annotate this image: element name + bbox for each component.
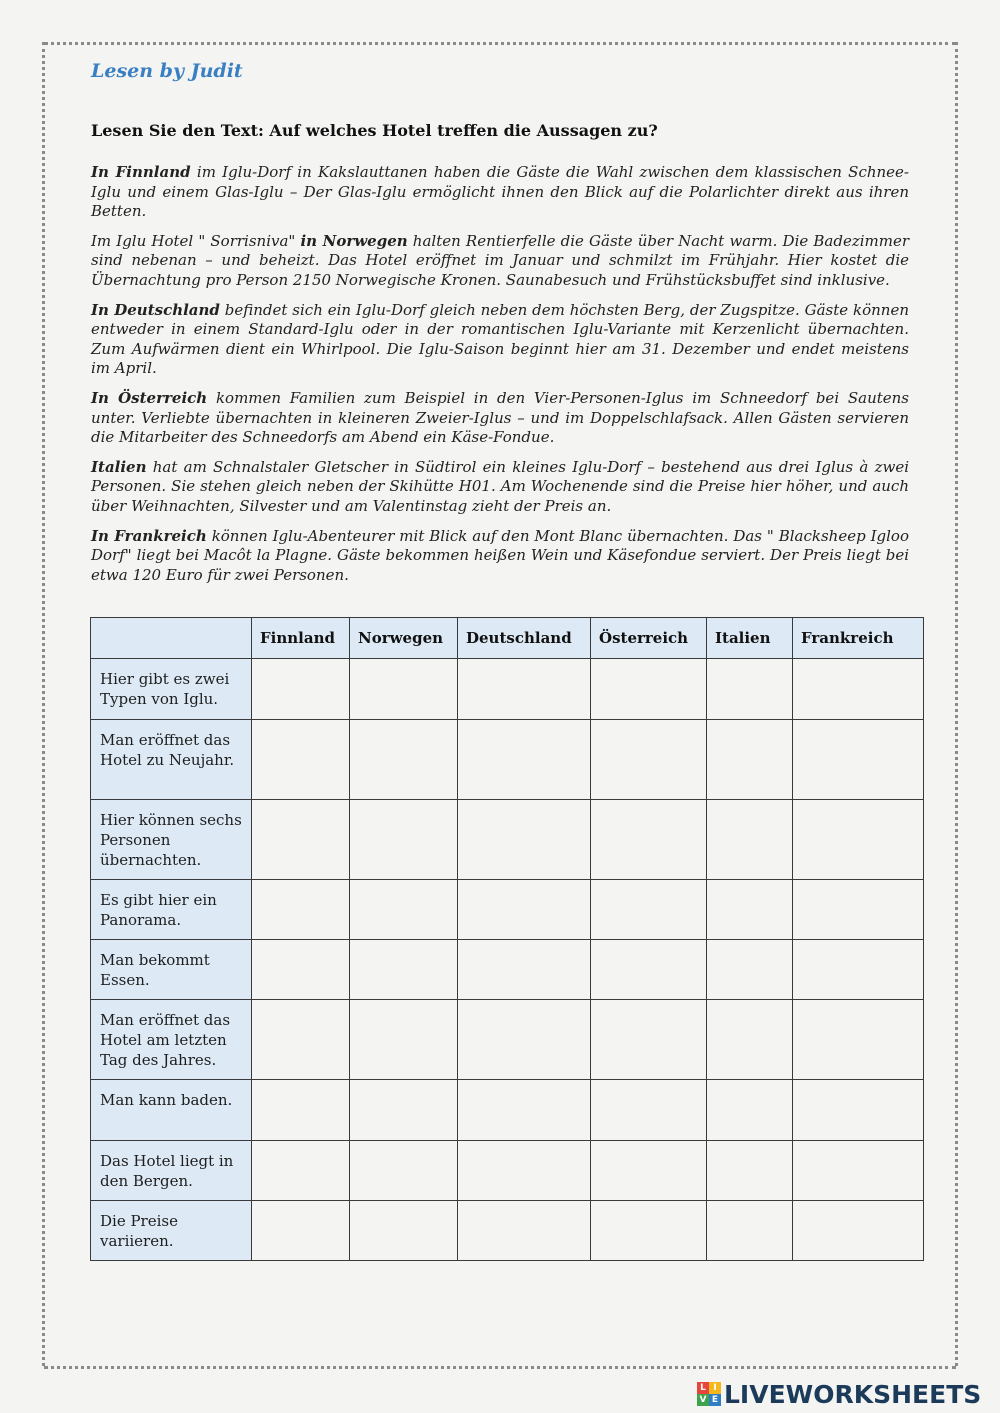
answer-cell[interactable]	[252, 1000, 350, 1080]
answer-cell[interactable]	[350, 1080, 458, 1141]
answer-cell[interactable]	[458, 1000, 591, 1080]
statement-cell: Das Hotel liegt in den Bergen.	[91, 1141, 252, 1201]
answer-cell[interactable]	[252, 880, 350, 940]
answer-cell[interactable]	[591, 940, 707, 1000]
column-header: Norwegen	[350, 618, 458, 659]
answer-cell[interactable]	[350, 880, 458, 940]
answer-cell[interactable]	[793, 1000, 924, 1080]
answer-cell[interactable]	[591, 1201, 707, 1261]
answer-cell[interactable]	[793, 1080, 924, 1141]
answer-cell[interactable]	[591, 1141, 707, 1201]
answer-cell[interactable]	[252, 940, 350, 1000]
paragraph-austria: In Österreich kommen Familien zum Beispiel in den Vier-Personen-Iglus im Schneedorf bei Sautens unter. Verliebte übernachten in kleineren Zweier-Iglus – und im Doppelschlafsack. Allen Gästen servieren die Mitarbeiter des Schneedorfs am Abend ein Käse-Fondue.	[91, 388, 909, 447]
answer-cell[interactable]	[350, 720, 458, 800]
answer-cell[interactable]	[707, 880, 793, 940]
answer-cell[interactable]	[458, 1201, 591, 1261]
answer-cell[interactable]	[707, 659, 793, 720]
reading-text	[91, 163, 909, 595]
statement-cell: Die Preise variieren.	[91, 1201, 252, 1261]
table-row	[91, 1141, 924, 1201]
answer-cell[interactable]	[458, 1141, 591, 1201]
answer-cell[interactable]	[458, 1080, 591, 1141]
table-row	[91, 880, 924, 940]
page-border-left	[42, 42, 45, 1366]
statement-cell: Man bekommt Essen.	[91, 940, 252, 1000]
answer-cell[interactable]	[793, 940, 924, 1000]
answer-cell[interactable]	[591, 720, 707, 800]
answer-cell[interactable]	[252, 1080, 350, 1141]
table-row	[91, 800, 924, 880]
table-corner-cell	[91, 618, 252, 659]
answer-cell[interactable]	[458, 659, 591, 720]
answer-cell[interactable]	[707, 1141, 793, 1201]
statement-cell: Hier gibt es zwei Typen von Iglu.	[91, 659, 252, 720]
page-border-right	[955, 42, 958, 1366]
statement-cell: Hier können sechs Personen übernachten.	[91, 800, 252, 880]
answer-cell[interactable]	[350, 940, 458, 1000]
answer-cell[interactable]	[458, 800, 591, 880]
statement-cell: Man kann baden.	[91, 1080, 252, 1141]
answer-cell[interactable]	[458, 940, 591, 1000]
answer-cell[interactable]	[707, 1000, 793, 1080]
answer-cell[interactable]	[793, 1141, 924, 1201]
worksheet-author: Lesen by Judit	[91, 60, 243, 82]
paragraph-germany: In Deutschland befindet sich ein Iglu-Dorf gleich neben dem höchsten Berg, der Zugspitze. Gäste können entweder in einem Standard-Iglu oder in der romantischen Iglu-Variante mit Kerzenlicht übernachten. Zum Aufwärmen dient ein Whirlpool. Die Iglu-Saison beginnt hier am 31. Dezember und endet meistens im April.	[91, 300, 909, 378]
answer-cell[interactable]	[793, 880, 924, 940]
column-header: Deutschland	[458, 618, 591, 659]
answer-cell[interactable]	[458, 880, 591, 940]
table-row	[91, 659, 924, 720]
answer-cell[interactable]	[591, 659, 707, 720]
answer-cell[interactable]	[350, 659, 458, 720]
answer-table	[90, 617, 924, 1261]
column-header: Finnland	[252, 618, 350, 659]
answer-cell[interactable]	[591, 800, 707, 880]
table-row	[91, 1201, 924, 1261]
answer-cell[interactable]	[350, 1201, 458, 1261]
paragraph-italy: Italien hat am Schnalstaler Gletscher in Südtirol ein kleines Iglu-Dorf – bestehend aus drei Iglus à zwei Personen. Sie stehen gleich neben der Skihütte H01. Am Wochenende sind die Preise hier höher, und auch über Weihnachten, Silvester und am Valentinstag zieht der Preis an.	[91, 457, 909, 515]
liveworksheets-wordmark: LIVEWORKSHEETS	[724, 1379, 982, 1409]
answer-cell[interactable]	[591, 1000, 707, 1080]
paragraph-finland: In Finnland im Iglu-Dorf in Kakslauttanen haben die Gäste die Wahl zwischen dem klassischen Schnee-Iglu und einem Glas-Iglu – Der Glas-Iglu ermöglicht ihnen den Blick auf die Polarlichter direkt aus ihren Betten.	[91, 163, 909, 221]
answer-cell[interactable]	[252, 800, 350, 880]
answer-cell[interactable]	[252, 720, 350, 800]
page-border-top	[44, 42, 956, 45]
column-header: Frankreich	[793, 618, 924, 659]
answer-cell[interactable]	[252, 1141, 350, 1201]
answer-cell[interactable]	[707, 1201, 793, 1261]
paragraph-france: In Frankreich können Iglu-Abenteurer mit Blick auf den Mont Blanc übernachten. Das " Blacksheep Igloo Dorf" liegt bei Macôt la Plagne. Gäste bekommen heißen Wein und Käsefondue serviert. Der Preis liegt bei etwa 120 Euro für zwei Personen.	[91, 526, 909, 584]
column-header: Italien	[707, 618, 793, 659]
liveworksheets-icon: L I V E	[697, 1382, 721, 1406]
paragraph-norway: Im Iglu Hotel " Sorrisniva" in Norwegen halten Rentierfelle die Gäste über Nacht warm. Die Badezimmer sind nebenan – und beheizt. Das Hotel eröffnet im Januar und schmilzt im Frühjahr. Hier kostet die Übernachtung pro Person 2150 Norwegische Kronen. Saunabesuch und Frühstücksbuffet sind inklusive.	[91, 231, 910, 289]
statement-cell: Man eröffnet das Hotel am letzten Tag des Jahres.	[91, 1000, 252, 1080]
statement-cell: Man eröffnet das Hotel zu Neujahr.	[91, 720, 252, 800]
answer-cell[interactable]	[252, 1201, 350, 1261]
answer-cell[interactable]	[707, 940, 793, 1000]
answer-cell[interactable]	[458, 720, 591, 800]
page-border-bottom	[44, 1366, 956, 1369]
table-row	[91, 940, 924, 1000]
table-row	[91, 1080, 924, 1141]
answer-cell[interactable]	[793, 1201, 924, 1261]
answer-cell[interactable]	[591, 1080, 707, 1141]
answer-cell[interactable]	[793, 659, 924, 720]
table-row	[91, 720, 924, 800]
table-row	[91, 1000, 924, 1080]
answer-cell[interactable]	[350, 1141, 458, 1201]
answer-cell[interactable]	[793, 720, 924, 800]
answer-cell[interactable]	[707, 800, 793, 880]
answer-cell[interactable]	[252, 659, 350, 720]
table-header-row	[91, 618, 924, 659]
answer-cell[interactable]	[793, 800, 924, 880]
answer-cell[interactable]	[707, 1080, 793, 1141]
liveworksheets-logo	[697, 1378, 981, 1410]
answer-cell[interactable]	[707, 720, 793, 800]
statement-cell: Es gibt hier ein Panorama.	[91, 880, 252, 940]
column-header: Österreich	[591, 618, 707, 659]
answer-cell[interactable]	[350, 800, 458, 880]
answer-cell[interactable]	[350, 1000, 458, 1080]
answer-cell[interactable]	[591, 880, 707, 940]
task-instruction: Lesen Sie den Text: Auf welches Hotel treffen die Aussagen zu?	[91, 121, 658, 140]
